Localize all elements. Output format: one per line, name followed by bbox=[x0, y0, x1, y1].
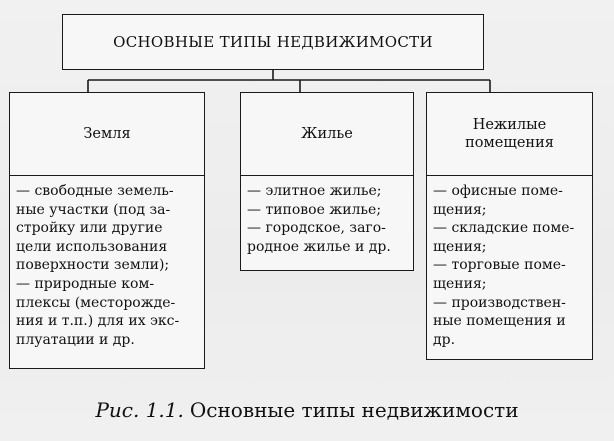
land-line: поверхности земли); bbox=[16, 257, 170, 274]
nonresidential-header-box bbox=[426, 92, 593, 176]
nonresidential-title-line: помещения bbox=[465, 135, 554, 151]
figure-caption-text: Основные типы недвижимости bbox=[189, 398, 519, 422]
nonresidential-line: щения; bbox=[433, 201, 487, 218]
land-line: ния и т.п.) для их экс- bbox=[16, 313, 180, 330]
land-header-box bbox=[9, 92, 205, 176]
land-title: Земля bbox=[83, 126, 131, 142]
nonresidential-title-line: Нежилые bbox=[472, 117, 547, 133]
figure-caption bbox=[0, 398, 614, 422]
nonresidential-line: — офисные поме- bbox=[433, 183, 563, 199]
nonresidential-line: — складские поме- bbox=[433, 220, 575, 237]
land-details-box bbox=[9, 175, 205, 369]
nonresidential-line: щения; bbox=[433, 275, 487, 292]
land-line: — природные ком- bbox=[16, 275, 155, 292]
housing-line: родное жилье и др. bbox=[247, 238, 391, 255]
land-line: стройку или другие bbox=[16, 220, 163, 237]
nonresidential-line: др. bbox=[433, 331, 456, 348]
land-line: — свободные земель- bbox=[16, 183, 174, 199]
housing-line: — типовое жилье; bbox=[247, 201, 382, 218]
nonresidential-line: щения; bbox=[433, 238, 487, 255]
root-box bbox=[62, 14, 484, 70]
housing-line: — элитное жилье; bbox=[247, 183, 382, 199]
housing-title: Жилье bbox=[301, 126, 353, 142]
land-line: плексы (месторожде- bbox=[16, 294, 176, 311]
land-line: плуатации и др. bbox=[16, 331, 135, 348]
land-line: ные участки (под за- bbox=[16, 201, 171, 218]
nonresidential-line: — торговые поме- bbox=[433, 257, 566, 274]
housing-header-box bbox=[240, 92, 414, 176]
nonresidential-details-box bbox=[426, 175, 593, 360]
root-title: ОСНОВНЫЕ ТИПЫ НЕДВИЖИМОСТИ bbox=[113, 33, 433, 51]
housing-details-box bbox=[240, 175, 414, 271]
figure-label: Рис. 1.1. bbox=[95, 398, 184, 422]
housing-line: — городское, заго- bbox=[247, 220, 386, 237]
land-line: цели использования bbox=[16, 238, 168, 255]
nonresidential-line: ные помещения и bbox=[433, 313, 566, 330]
nonresidential-line: — производствен- bbox=[433, 294, 566, 311]
